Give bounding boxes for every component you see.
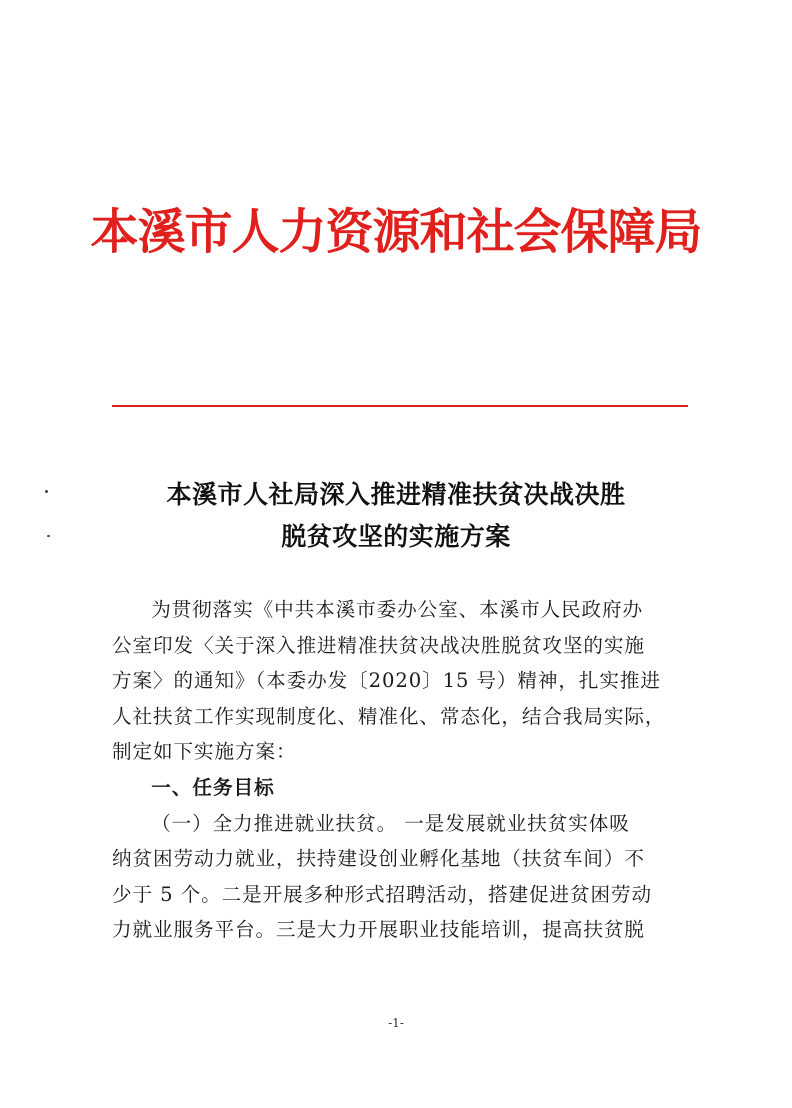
section-paragraph-line: 少于 5 个。二是开展多种形式招聘活动，搭建促进贫困劳动 (112, 882, 652, 906)
document-title-line-1: 本溪市人社局深入推进精准扶贫决战决胜 (166, 480, 626, 509)
sub-heading-employment: （一）全力推进就业扶贫。 (151, 811, 398, 835)
intro-line: 方案〉的通知》（本委办发〔2020〕15 号）精神，扎实推进 (112, 669, 661, 693)
intro-line: 公室印发〈关于深入推进精准扶贫决战决胜脱贫攻坚的实施 (112, 633, 645, 657)
intro-line: 制定如下实施方案： (112, 740, 297, 764)
document-title (0, 474, 792, 558)
section-heading-task-goals: 一、任务目标 (151, 775, 275, 799)
section-paragraph-line (112, 806, 692, 842)
intro-line: 人社扶贫工作实现制度化、精准化、常态化，结合我局实际， (112, 704, 666, 728)
section-paragraph-line: 力就业服务平台。三是大力开展职业技能培训，提高扶贫脱 (112, 918, 645, 942)
page-number: -1- (388, 1016, 404, 1030)
issuing-organization-header: 本溪市人力资源和社会保障局 (90, 204, 702, 260)
red-divider-line (112, 405, 688, 407)
section-paragraph-line: 纳贫困劳动力就业，扶持建设创业孵化基地（扶贫车间）不 (112, 847, 645, 871)
document-body (112, 592, 692, 948)
intro-line: 为贯彻落实《中共本溪市委办公室、本溪市人民政府办 (151, 598, 644, 621)
section-paragraph-text: 一是发展就业扶贫实体吸 (404, 811, 630, 835)
document-title-line-2: 脱贫攻坚的实施方案 (281, 522, 511, 551)
